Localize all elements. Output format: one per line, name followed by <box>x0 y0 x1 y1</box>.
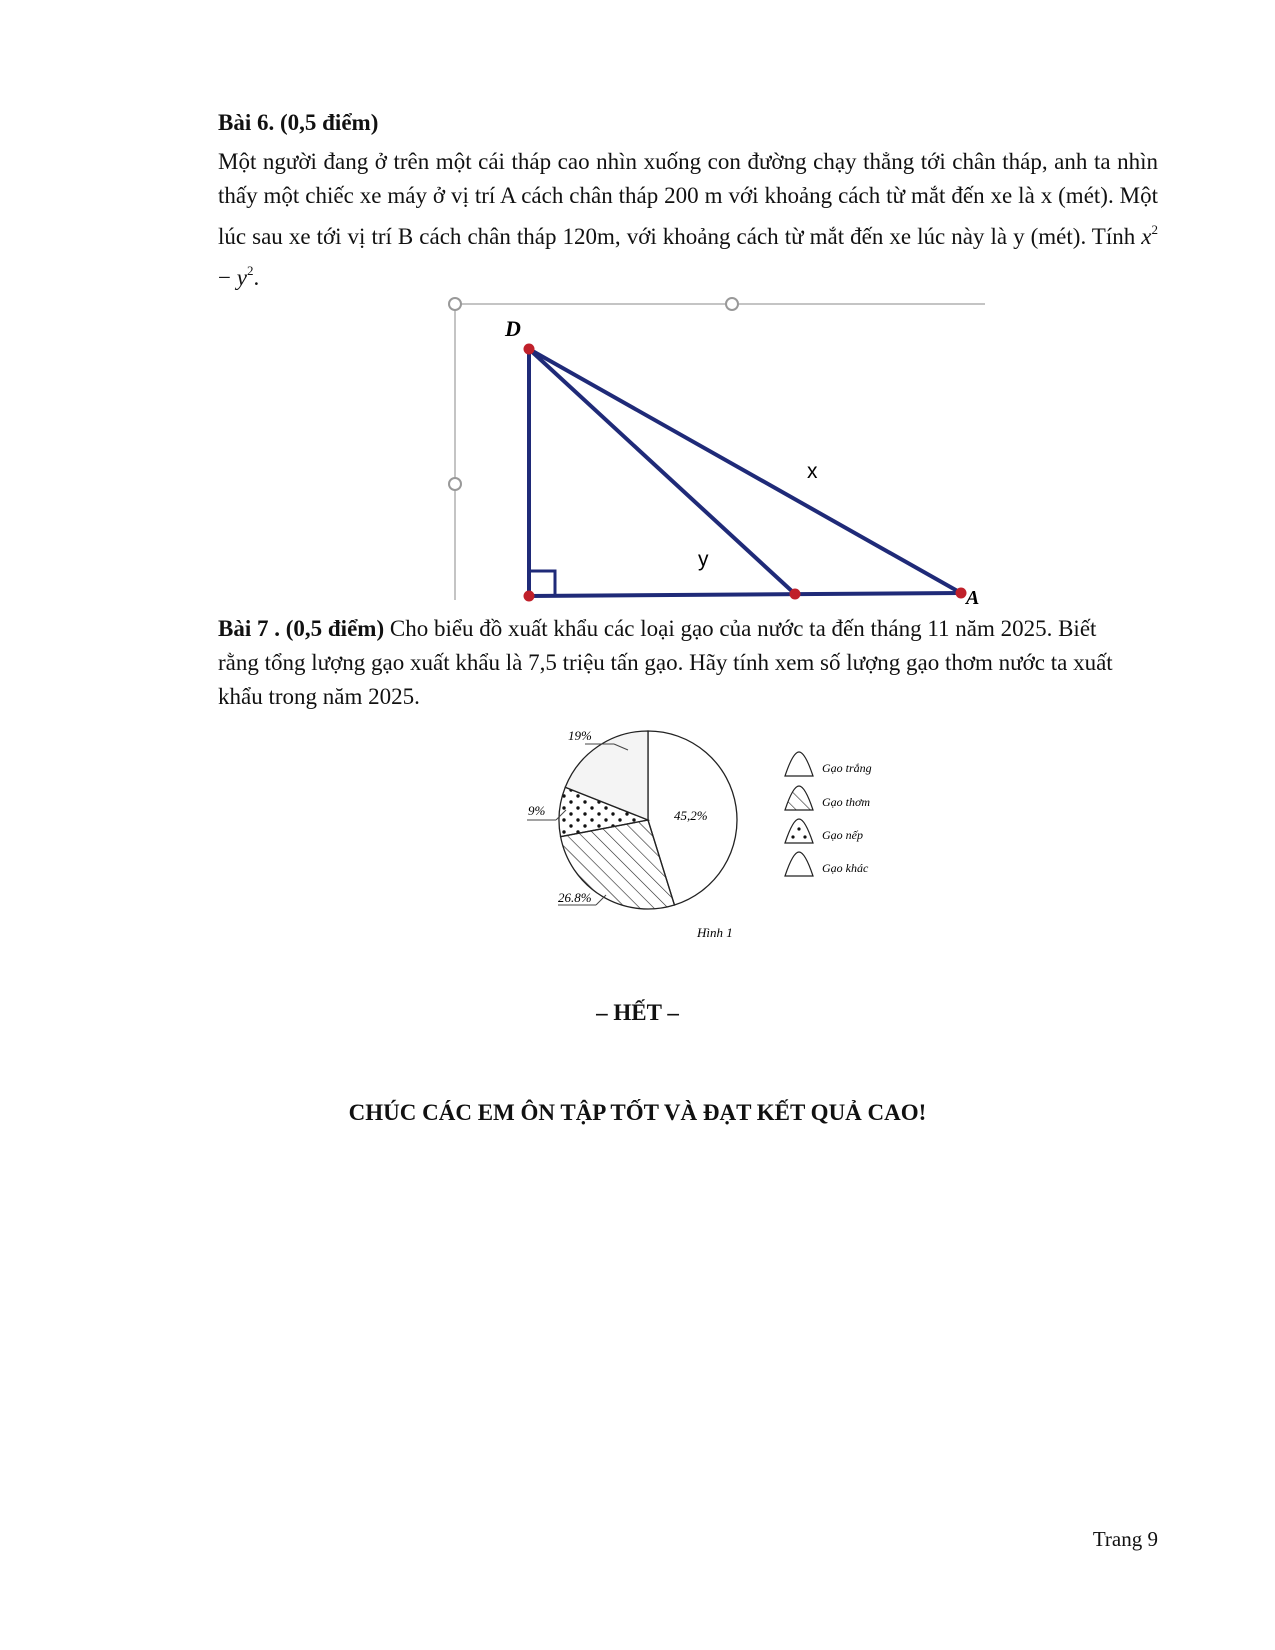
legend-swatch-gao-khac <box>785 852 813 876</box>
label-A: A <box>966 587 980 609</box>
pie-label-gao-trang: 45,2% <box>674 808 708 823</box>
formula-end: . <box>253 265 260 290</box>
legend-label-gao-thom: Gạo thơm <box>822 795 871 809</box>
legend-label-gao-nep: Gạo nếp <box>822 828 863 842</box>
bai6-heading: Bài 6. (0,5 điểm) <box>218 110 379 135</box>
legend-label-gao-trang: Gạo trắng <box>822 761 872 775</box>
legend-label-gao-khac: Gạo khác <box>822 861 869 875</box>
label-y: y <box>698 548 709 571</box>
bai6-text: Một người đang ở trên một cái tháp cao nhìn xuống con đường chạy thẳng tới chân tháp, anh ta nhìn thấy một chiếc xe máy ở vị trí A cách chân tháp 200 m với khoảng cách từ mắt đến xe là x (mét). Một lúc sau xe tới vị trí B cách chân tháp 120m, với khoảng cách từ mắt đến xe lúc này là y (mét). Tính <box>218 149 1158 249</box>
formula-exp2: 2 <box>246 263 254 278</box>
label-x: x <box>807 460 818 483</box>
pie-label-gao-nep: 9% <box>528 803 546 818</box>
bai7-text: Cho biểu đồ xuất khẩu các loại gạo của nước ta đến tháng 11 năm 2025. Biết rằng tổng lượng gạo xuất khẩu là 7,5 triệu tấn gạo. Hãy tính xem số lượng gạo thơm nước ta xuất khẩu trong năm 2025. <box>218 616 1113 709</box>
legend-swatch-gao-trang <box>785 752 813 776</box>
legend-nep-dot1 <box>791 835 794 838</box>
legend-swatch-gao-nep <box>785 819 813 843</box>
closing-wish: CHÚC CÁC EM ÔN TẬP TỐT VÀ ĐẠT KẾT QUẢ CAO! <box>348 1100 927 1125</box>
end-marker: – HẾT – <box>596 1000 679 1025</box>
formula-minus: − <box>218 265 237 290</box>
legend-swatch-gao-thom <box>785 786 813 810</box>
pie-slices <box>559 731 737 909</box>
pie-label-gao-khac: 19% <box>568 728 592 743</box>
formula-y: y <box>236 265 247 290</box>
label-D: D <box>505 316 521 341</box>
formula-exp1: 2 <box>1151 222 1158 237</box>
leader-268b <box>596 895 606 905</box>
page-number: Trang 9 <box>1092 1527 1158 1551</box>
legend-nep-dot3 <box>803 835 806 838</box>
formula-x: x <box>1141 224 1152 249</box>
bai7-heading: Bài 7 . (0,5 điểm) <box>218 616 385 641</box>
chart-caption: Hình 1 <box>697 925 733 940</box>
legend-nep-dot2 <box>797 827 800 830</box>
pie-label-gao-thom: 26.8% <box>558 890 592 905</box>
pie-legend <box>785 752 872 876</box>
